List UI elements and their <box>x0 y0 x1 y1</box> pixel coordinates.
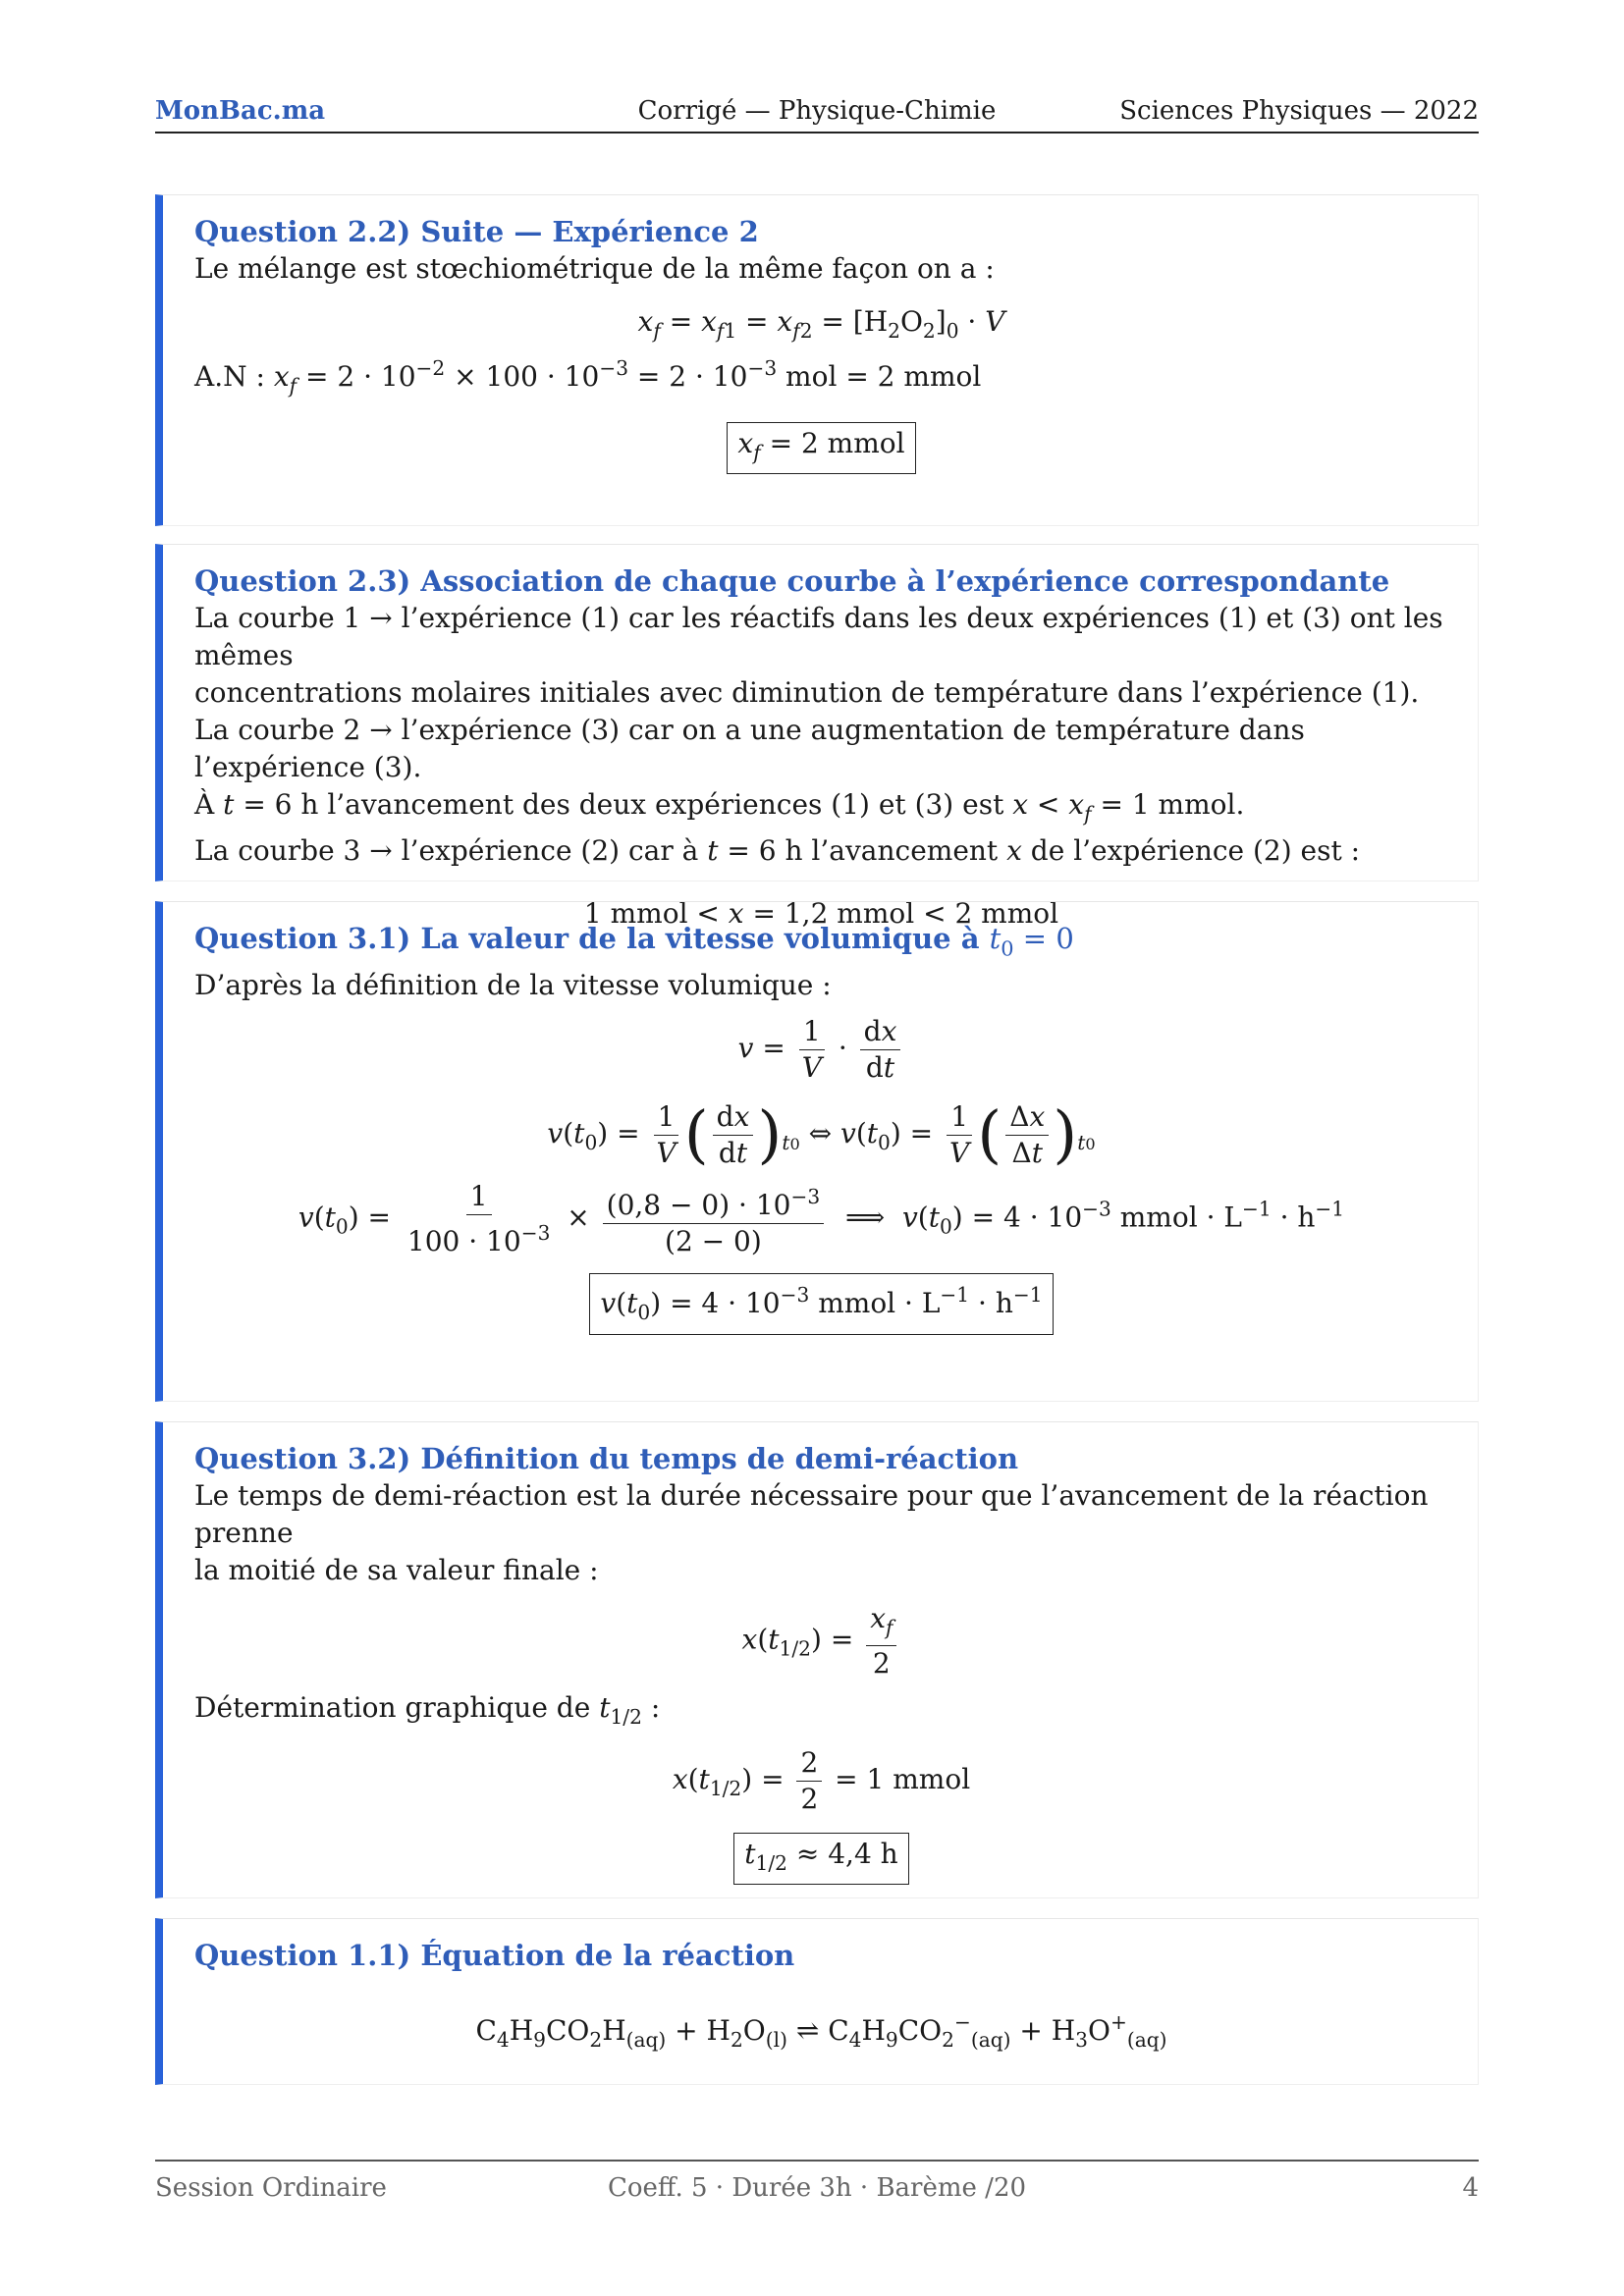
page-footer <box>155 2160 1479 2222</box>
numeric-application: A.N : $x_f = 2 \cdot 10^{-2} \times 100 \cdot 10^{-3} = 2 \cdot 10^{-3}$ mol = 2 mmol <box>194 356 982 399</box>
question-text: la moitié de sa valeur finale : <box>194 1554 599 1586</box>
page-number: 4 <box>1462 2173 1479 2203</box>
equation-t0: $v(t_0)$ = $\frac{1}{V}$ ( $\frac{dx}{dt}$ )$_{t0}$ ⇔ $v(t_0)$ = $\frac{1}{V}$ ( $\frac{\Delta x}{\Delta t}$ )$_{t0}$ <box>547 1098 1096 1172</box>
question-title: Question 2.2) Suite — Expérience 2 <box>194 215 759 248</box>
result <box>194 422 1448 474</box>
question-text: La courbe 3 → l’expérience (2) car à t = 6 h l’avancement x de l’expérience (2) est : <box>194 834 1361 868</box>
reaction-equation: $C_4H_9CO_2H_{(aq)} + H_2O_{(l)}$ ⇌ $C_4H_9CO_2^-_{(aq)} + H_3O^+_{(aq)}$ <box>475 2010 1167 2053</box>
text-fragment: = 6 h l’avancement des deux expériences (1) et (3) est <box>243 788 1004 821</box>
question-2-2-box <box>155 194 1479 526</box>
question-title: Question 3.1) La valeur de la vitesse volumique à $t_0 = 0$ <box>194 922 1074 961</box>
question-text: La courbe 1 → l’expérience (1) car les réactifs dans les deux expériences (1) et (3) ont les mêmes <box>194 602 1443 671</box>
text-fragment: = 6 h l’avancement <box>727 834 999 868</box>
boxed-result: $x_f = 2$ mmol <box>727 422 915 474</box>
question-title: Question 3.2) Définition du temps de demi-réaction <box>194 1442 1019 1475</box>
question-title: Question 2.3) Association de chaque courbe à l’expérience correspondante <box>194 564 1390 598</box>
footer-info: Coeff. 5 · Durée 3h · Barème /20 <box>607 2173 1027 2203</box>
question-3-1-box <box>155 901 1479 1402</box>
question-text: La courbe 2 → l’expérience (3) car on a une augmentation de température dans l’expérience (3). <box>194 714 1305 783</box>
question-text: À t = 6 h l’avancement des deux expériences (1) et (3) est $x < x_f = 1$ mmol. <box>194 788 1245 827</box>
text-fragment: Détermination graphique de <box>194 1691 591 1725</box>
text-fragment: À <box>194 788 215 821</box>
boxed-result: $v(t_0) = 4 \cdot 10^{-3}$ mmol · $L^{-1} \cdot h^{-1}$ <box>589 1273 1053 1334</box>
an-label: A.N : <box>194 360 265 394</box>
result <box>194 1273 1448 1334</box>
question-1-1-box <box>155 1918 1479 2085</box>
result <box>194 1833 1448 1885</box>
boxed-result: $t_{1/2} \approx 4,4$ h <box>733 1833 908 1885</box>
brand-logo-text[interactable]: MonBac.ma <box>155 96 326 126</box>
question-text: Le temps de demi-réaction est la durée nécessaire pour que l’avancement de la réaction prenne <box>194 1479 1429 1549</box>
footer-session: Session Ordinaire <box>155 2173 387 2203</box>
question-text: Le mélange est stœchiométrique de la même façon on a : <box>194 252 995 285</box>
equation-value: $x(t_{1/2})$ = $\frac{2}{2}$ = 1 mmol <box>672 1746 971 1816</box>
title-text: Question 3.1) La valeur de la vitesse volumique à <box>194 922 980 955</box>
page-header <box>155 86 1479 133</box>
text-fragment: de l’expérience (2) est : <box>1030 834 1361 868</box>
question-text: Détermination graphique de $t_{1/2}$ : <box>194 1691 661 1730</box>
question-title: Question 1.1) Équation de la réaction <box>194 1939 795 1972</box>
question-text: concentrations molaires initiales avec diminution de température dans l’expérience (1). <box>194 676 1420 709</box>
header-subject: Sciences Physiques — 2022 <box>1119 96 1479 126</box>
equation: 1 mmol < x = 1,2 mmol < 2 mmol <box>583 897 1059 931</box>
question-3-2-box <box>155 1421 1479 1898</box>
equation-half: $x(t_{1/2})$ = $\frac{x_f}{2}$ <box>194 1601 1448 1682</box>
question-text: D’après la définition de la vitesse volumique : <box>194 969 832 1002</box>
equation-calculation: $v(t_0)$ = $\frac{1}{100 \cdot 10^{-3}}$ × $\frac{(0,8 - 0) \cdot 10^{-3}}{(2 - 0)}$ ⟹ $v(t_0) = 4 \cdot 10^{-3}$ mmol · $L^{-1} \cdot h^{-1}$ <box>298 1180 1345 1258</box>
question-2-3-box <box>155 544 1479 931</box>
equation-definition: v = $\frac{1}{V}$ · $\frac{dx}{dt}$ <box>194 1014 1448 1086</box>
equation: $x_f = x_{f1} = x_{f2} = [H_2O_2]_0 \cdot V$ <box>637 305 1005 344</box>
text-fragment: La courbe 3 → l’expérience (2) car à <box>194 834 699 868</box>
header-title: Corrigé — Physique-Chimie <box>637 96 997 126</box>
